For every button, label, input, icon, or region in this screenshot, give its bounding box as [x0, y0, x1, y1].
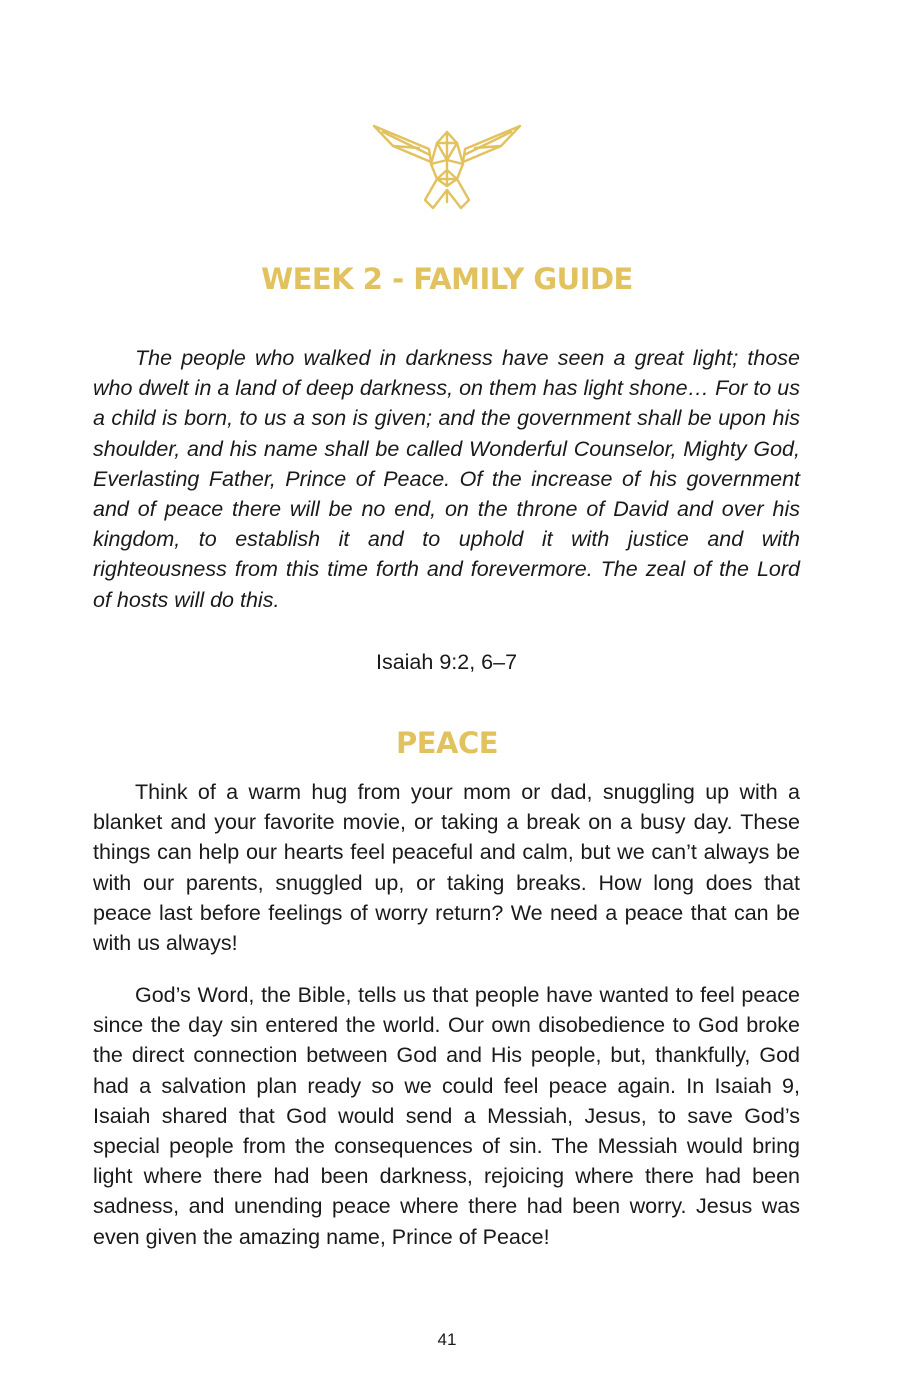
scripture-reference: Isaiah 9:2, 6–7: [375, 650, 518, 674]
body-paragraph: God’s Word, the Bible, tells us that people have wanted to feel peace since the day sin entered the world. Our own disobedience to God broke the direct connection between God and His people, but, thankfully, God had a salvation plan ready so we could feel peace again. In Isaiah 9, Isaiah shared that God would send a Messiah, Jesus, to save God’s special people from the consequences of sin. The Messiah would bring light where there had been darkness, rejoicing where there had been sadness, and unending peace where there had been worry. Jesus was even given the amazing name, Prince of Peace!: [93, 983, 800, 1249]
section-title: PEACE: [395, 726, 499, 760]
page-number: 41: [437, 1330, 457, 1349]
scripture-quote: The people who walked in darkness have seen a great light; those who dwelt in a land of deep darkness, on them has light shone… For to us a child is born, to us a son is given; and the government shall be upon his shoulder, and his name shall be called Wonderful Counselor, Mighty God, Everlasting Father, Prince of Peace. Of the increase of his government and of peace there will be no end, on the throne of David and over his kingdom, to establish it and to uphold it with justice and with righteousness from this time forth and forevermore. The zeal of the Lord of hosts will do this.: [93, 346, 800, 612]
page-title: WEEK 2 - FAMILY GUIDE: [261, 262, 633, 296]
body-paragraph: Think of a warm hug from your mom or dad, snuggling up with a blanket and your favorite movie, or taking a break on a busy day. These things can help our hearts feel peaceful and calm, but we can’t always be with our parents, snuggled up, or taking breaks. How long does that peace last before feelings of worry return? We need a peace that can be with us always!: [93, 780, 800, 956]
dove-emblem-icon: [371, 124, 523, 210]
